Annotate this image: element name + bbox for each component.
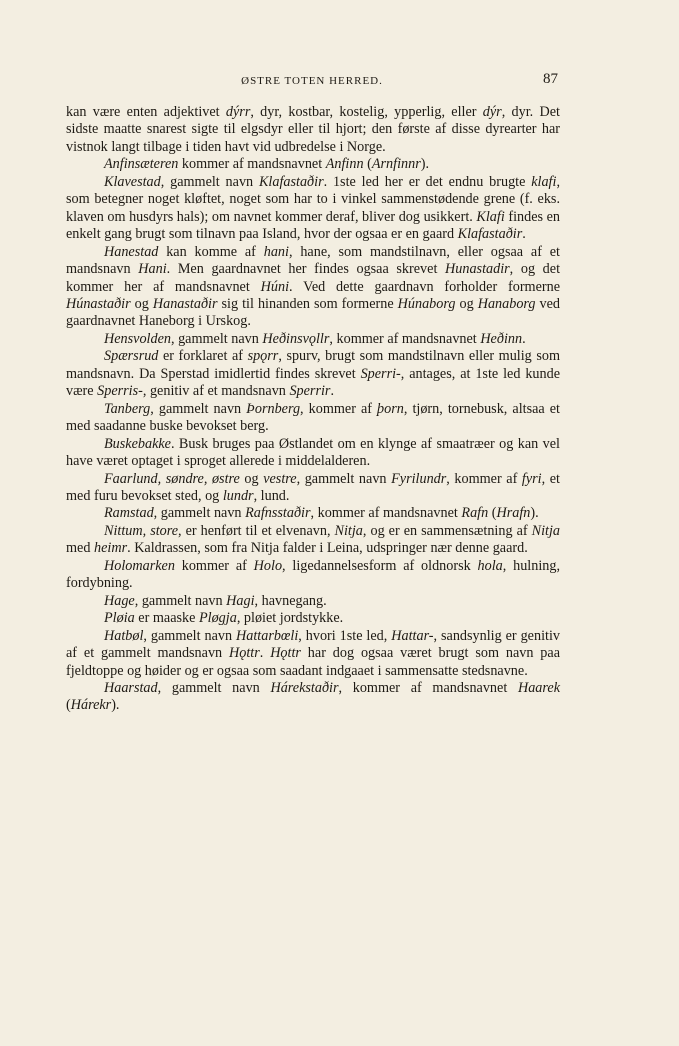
paragraph: [66, 156, 560, 173]
paragraph: [66, 471, 560, 506]
paragraph: [66, 628, 560, 680]
paragraph: [66, 523, 560, 558]
italic-term: Húnaborg: [397, 295, 456, 312]
italic-term: Hagi: [226, 592, 255, 609]
italic-term: Haarek: [517, 679, 560, 696]
text-run: er maaske: [134, 610, 199, 627]
text-run: , gammelt navn: [296, 470, 392, 487]
italic-term: Hǫttr: [229, 645, 260, 662]
text-run: findes en enkelt gang brugt som tilnavn paa Island, hvor der ogsaa er en gaard: [66, 208, 560, 243]
italic-term: Klafi: [476, 208, 505, 225]
text-run: , gammelt navn: [153, 505, 246, 522]
italic-term: Faarlund, søndre, østre: [104, 470, 240, 487]
text-run: er forklaret af: [158, 348, 248, 365]
italic-term: vestre: [263, 470, 297, 487]
italic-term: Spærsrud: [104, 348, 159, 365]
text-run: ).: [530, 505, 539, 522]
text-run: kan være enten adjektivet: [66, 104, 226, 120]
italic-term: Klavestad: [104, 173, 161, 190]
italic-term: Fyrilundr: [391, 470, 447, 487]
italic-term: Haarstad: [104, 679, 158, 696]
text-run: .: [259, 645, 271, 662]
italic-term: Tanberg: [104, 400, 151, 417]
italic-term: Pløia: [104, 610, 135, 627]
text-run: , lund.: [253, 487, 290, 504]
text-run: , gammelt navn: [170, 330, 263, 347]
paragraph: [66, 331, 560, 348]
italic-term: Þornberg: [246, 400, 301, 417]
italic-term: Hárekstaðir: [270, 679, 339, 696]
italic-term: Hanastaðir: [152, 295, 218, 312]
italic-term: spǫrr: [247, 348, 279, 365]
paragraph: [66, 244, 560, 331]
text-run: og: [130, 295, 153, 312]
text-run: med: [66, 540, 94, 557]
paragraph: [66, 174, 560, 244]
text-run: , genitiv af et mandsnavn: [142, 383, 290, 400]
paragraph: [66, 610, 560, 627]
italic-term: Nittum, store: [104, 522, 179, 539]
text-run: . Ved dette gaardnavn forholder formerne: [289, 278, 560, 295]
paragraph: [66, 401, 560, 436]
text-run: .: [522, 226, 526, 243]
text-run: , hvori 1ste led,: [298, 627, 392, 644]
paragraph: [66, 680, 560, 715]
italic-term: Hunastadir: [445, 261, 510, 278]
text-run: , dyr, kostbar, kostelig, ypperlig, eller: [250, 104, 483, 120]
text-run: , et med furu bevokset sted, og: [66, 470, 560, 504]
text-run: , gammelt navn: [143, 627, 236, 644]
text-run: .: [522, 330, 526, 347]
text-run: . 1ste led her er det endnu brugte: [323, 173, 532, 190]
text-run: , kommer af: [446, 470, 522, 487]
text-run: .: [330, 383, 334, 400]
italic-term: hola: [477, 557, 503, 574]
italic-term: klafi: [531, 173, 557, 190]
text-run: kommer af: [174, 557, 254, 574]
italic-term: Ramstad: [104, 505, 154, 522]
italic-term: Holo: [253, 557, 283, 574]
text-run: . Busk bruges paa Østlandet om en klynge af smaatræer og kan vel have været optaget i sproget allerede i middelalderen.: [66, 435, 560, 470]
italic-term: Rafnsstaðir: [245, 505, 311, 522]
italic-term: Hattar-: [391, 627, 434, 644]
body-text: [66, 104, 560, 715]
text-run: , er henført til et elvenavn,: [178, 522, 335, 539]
text-run: , som betegner noget kløftet, noget som har to i vinkel sammenstødende grene (f. eks. klaven om husdyrs hals); om navnet kommer deraf, bliver dog usikkert.: [66, 173, 560, 225]
text-run: , spurv, brugt som mandstilnavn eller mulig som mandsnavn. Da Sperstad imidlertid findes skrevet: [66, 348, 560, 382]
text-run: , kommer af: [300, 400, 378, 417]
italic-term: Hage: [104, 592, 135, 609]
italic-term: Sperri-: [360, 365, 401, 382]
italic-term: Hani: [138, 261, 167, 278]
italic-term: Hárekr: [70, 697, 112, 714]
italic-term: Sperris-: [97, 383, 143, 400]
text-run: , kommer af mandsnavnet: [338, 679, 518, 696]
italic-term: Hǫttr: [270, 645, 301, 662]
italic-term: Heðinn: [480, 330, 523, 347]
text-run: , havnegang.: [254, 592, 327, 609]
text-run: , kommer af mandsnavnet: [310, 505, 462, 522]
text-run: , tjørn, tornebusk, altsaa et med saadanne buske bevokset berg.: [66, 400, 560, 435]
text-run: . Men gaardnavnet her findes ogsaa skrevet: [166, 261, 446, 278]
text-run: (: [488, 505, 497, 522]
italic-term: Hattarbœli: [236, 627, 299, 644]
paragraph: [66, 104, 560, 156]
text-run: har dog ogsaa været brugt som navn paa fjeldtoppe og høider og er ogsaa som saadant indgaaet i sammensatte stedsnavne.: [66, 645, 560, 679]
text-run: , gammelt navn: [134, 592, 227, 609]
italic-term: þorn: [377, 400, 404, 417]
italic-term: Holomarken: [104, 557, 175, 574]
italic-term: fyri: [521, 470, 542, 487]
italic-term: dýr: [482, 104, 502, 120]
text-run: sig til hinanden som formerne: [217, 295, 398, 312]
text-run: ).: [420, 156, 429, 173]
text-run: og: [455, 295, 478, 312]
text-run: , hane, som mandstilnavn, eller ogsaa af et mandsnavn: [66, 243, 560, 278]
text-run: ).: [111, 697, 120, 714]
italic-term: Hanaborg: [477, 295, 536, 312]
italic-term: Arnfinnr: [371, 156, 421, 173]
italic-term: Anfinsæteren: [104, 156, 179, 173]
text-run: (: [363, 156, 372, 173]
italic-term: heimr: [93, 540, 128, 557]
italic-term: Heðinsvǫllr: [262, 330, 330, 347]
text-run: , dyr. Det sidste maatte snarest sigte til elgsdyr eller til hjort; den første af disse dyrearter har vistnok langt tilbage i tiden havt vid udbredelse i Norge.: [66, 104, 560, 155]
italic-term: Húni: [260, 278, 290, 295]
text-run: (: [66, 697, 71, 714]
italic-term: Pløgja: [198, 610, 237, 627]
italic-term: Sperrir: [289, 383, 331, 400]
italic-term: Rafn: [461, 505, 489, 522]
italic-term: Klafastaðir: [258, 173, 324, 190]
text-run: , kommer af mandsnavnet: [329, 330, 481, 347]
paragraph: [66, 505, 560, 522]
text-run: , gammelt navn: [157, 679, 271, 696]
text-run: kan komme af: [158, 243, 264, 260]
text-run: kommer af mandsnavnet: [178, 156, 326, 173]
running-head: [66, 71, 558, 92]
text-run: og: [239, 470, 264, 487]
running-head-title: ØSTRE TOTEN HERRED.: [241, 75, 383, 87]
italic-term: Nitja: [334, 522, 363, 539]
text-run: , ligedannelsesform af oldnorsk: [282, 557, 478, 574]
text-run: , hulning, fordybning.: [66, 557, 561, 592]
page-number: 87: [543, 71, 558, 87]
italic-term: Nitja: [531, 522, 560, 539]
italic-term: Húnastaðir: [66, 295, 131, 312]
italic-term: Hrafn: [496, 505, 531, 522]
text-run: , sandsynlig er genitiv af et gammelt mandsnavn: [66, 627, 560, 662]
italic-term: hani: [263, 243, 289, 260]
text-run: , og er en sammensætning af: [362, 522, 532, 539]
italic-term: lundr: [222, 487, 254, 504]
text-run: , gammelt navn: [160, 173, 259, 190]
italic-term: Hanestad: [104, 243, 159, 260]
text-run: . Kaldrassen, som fra Nitja falder i Leina, udspringer nær denne gaard.: [127, 540, 528, 557]
text-run: ved gaardnavnet Haneborg i Urskog.: [66, 295, 561, 330]
text-run: , gammelt navn: [150, 400, 247, 417]
paragraph: [66, 593, 560, 610]
italic-term: dýrr: [225, 104, 251, 120]
italic-term: Buskebakke: [104, 435, 171, 452]
text-run: , og det kommer her af mandsnavnet: [66, 261, 561, 295]
italic-term: Hatbøl: [104, 627, 144, 644]
text-run: , pløiet jordstykke.: [236, 610, 344, 627]
paragraph: [66, 436, 560, 471]
text-run: , antages, at 1ste led kunde være: [66, 365, 560, 400]
italic-term: Klafastaðir: [457, 226, 523, 243]
italic-term: Hensvolden: [104, 330, 171, 347]
paragraph: [66, 348, 560, 400]
paragraph: [66, 558, 560, 593]
italic-term: Anfinn: [325, 156, 364, 173]
